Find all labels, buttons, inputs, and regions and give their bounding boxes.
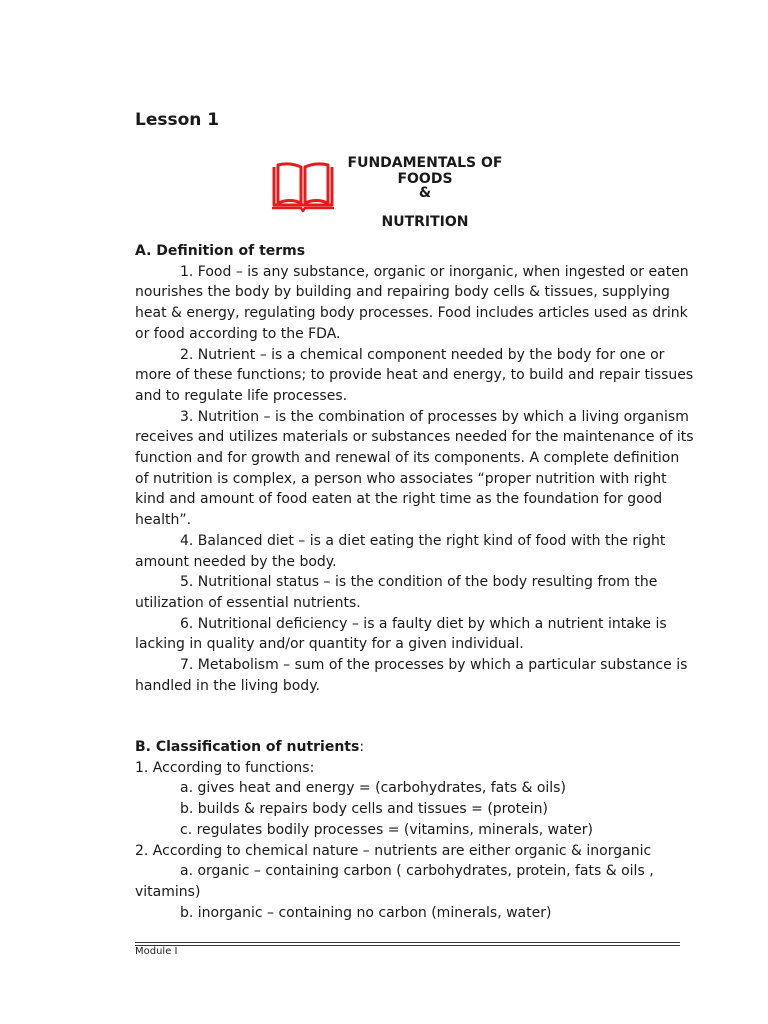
- footer-module-label: Module I: [135, 946, 178, 957]
- chemical-item: a. organic – containing carbon ( carbohydrates, protein, fats & oils , vitamins): [135, 863, 654, 900]
- function-item: a. gives heat and energy = (carbohydrates, fats & oils): [180, 780, 566, 797]
- footer-rule-double: [135, 945, 680, 946]
- document-title-ampersand: &: [418, 185, 432, 201]
- definition-food: 1. Food – is any substance, organic or inorganic, when ingested or eaten nourishes the body by building and repairing body cells & tissues, supplying heat & energy, regulating body processes. Food includes articles used as drink or food according to the FDA.: [135, 263, 689, 342]
- section-definitions: [135, 241, 695, 696]
- definition-metabolism: 7. Metabolism – sum of the processes by which a particular substance is handled in the living body.: [135, 657, 688, 694]
- lesson-title: Lesson 1: [135, 110, 220, 130]
- document-title-line-2: NUTRITION: [381, 214, 469, 230]
- open-book-icon: [270, 161, 336, 213]
- section-a-heading: A. Definition of terms: [135, 243, 306, 259]
- function-item: c. regulates bodily processes = (vitamins, minerals, water): [180, 821, 594, 838]
- definition-nutritional-deficiency: 6. Nutritional deficiency – is a faulty diet by which a nutrient intake is lacking in quality and/or quantity for a given individual.: [135, 615, 667, 653]
- function-item: b. builds & repairs body cells and tissues = (protein): [180, 801, 549, 818]
- chemical-nature-label: 2. According to chemical nature – nutrients are either organic & inorganic: [135, 842, 652, 859]
- section-b-heading: B. Classification of nutrients: [135, 739, 360, 755]
- section-classification: [135, 737, 695, 923]
- chemical-item: b. inorganic – containing no carbon (minerals, water): [180, 904, 552, 921]
- definition-nutritional-status: 5. Nutritional status – is the condition of the body resulting from the utilization of essential nutrients.: [135, 574, 658, 611]
- section-b-heading-colon: :: [359, 739, 365, 755]
- footer-rule: [135, 942, 680, 943]
- definition-nutrient: 2. Nutrient – is a chemical component needed by the body for one or more of these functions; to provide heat and energy, to build and repair tissues and to regulate life processes.: [135, 346, 694, 404]
- section-b-heading-row: [135, 737, 695, 758]
- document-title-line-1: FUNDAMENTALS OF FOODS: [347, 155, 503, 187]
- functions-label: 1. According to functions:: [135, 759, 315, 776]
- definition-nutrition: 3. Nutrition – is the combination of processes by which a living organism receives and utilizes materials or substances needed for the maintenance of its function and for growth and renewal of its components. A complete definition of nutrition is complex, a person who associates “proper nutrition with right kind and amount of food eaten at the right time as the foundation for good health”.: [135, 408, 694, 529]
- definition-balanced-diet: 4. Balanced diet – is a diet eating the right kind of food with the right amount needed by the body.: [135, 532, 666, 570]
